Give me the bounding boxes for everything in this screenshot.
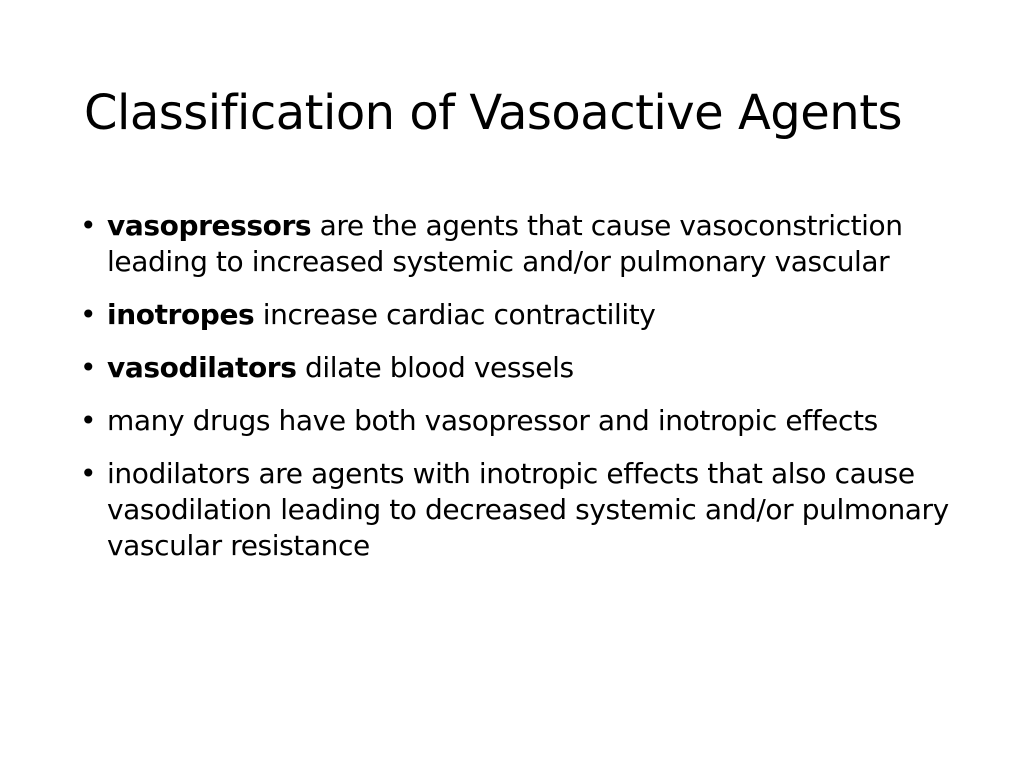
bullet-item-inodilators — [80, 456, 980, 564]
bullet-item-vasodilators — [80, 350, 980, 386]
bullet-item-vasopressors — [80, 208, 980, 280]
bullet-text: increase cardiac contractility — [254, 298, 656, 331]
bullet-term: inotropes — [107, 298, 255, 331]
bullet-text: inodilators are agents with inotropic effects that also cause vasodilation leading to decreased systemic and/or pulmonary vascular resistance — [107, 457, 949, 562]
bullet-item-inotropes — [80, 297, 980, 333]
bullet-item-many-drugs — [80, 403, 980, 439]
bullet-text: many drugs have both vasopressor and inotropic effects — [107, 404, 878, 437]
bullet-text: are the agents that cause vasoconstriction leading to increased systemic and/or pulmonary vascular — [107, 209, 903, 278]
bullet-text: dilate blood vessels — [296, 351, 574, 384]
slide-title: Classification of Vasoactive Agents — [84, 85, 903, 141]
bullet-list — [80, 208, 980, 581]
bullet-term: vasodilators — [107, 351, 297, 384]
bullet-term: vasopressors — [107, 209, 312, 242]
